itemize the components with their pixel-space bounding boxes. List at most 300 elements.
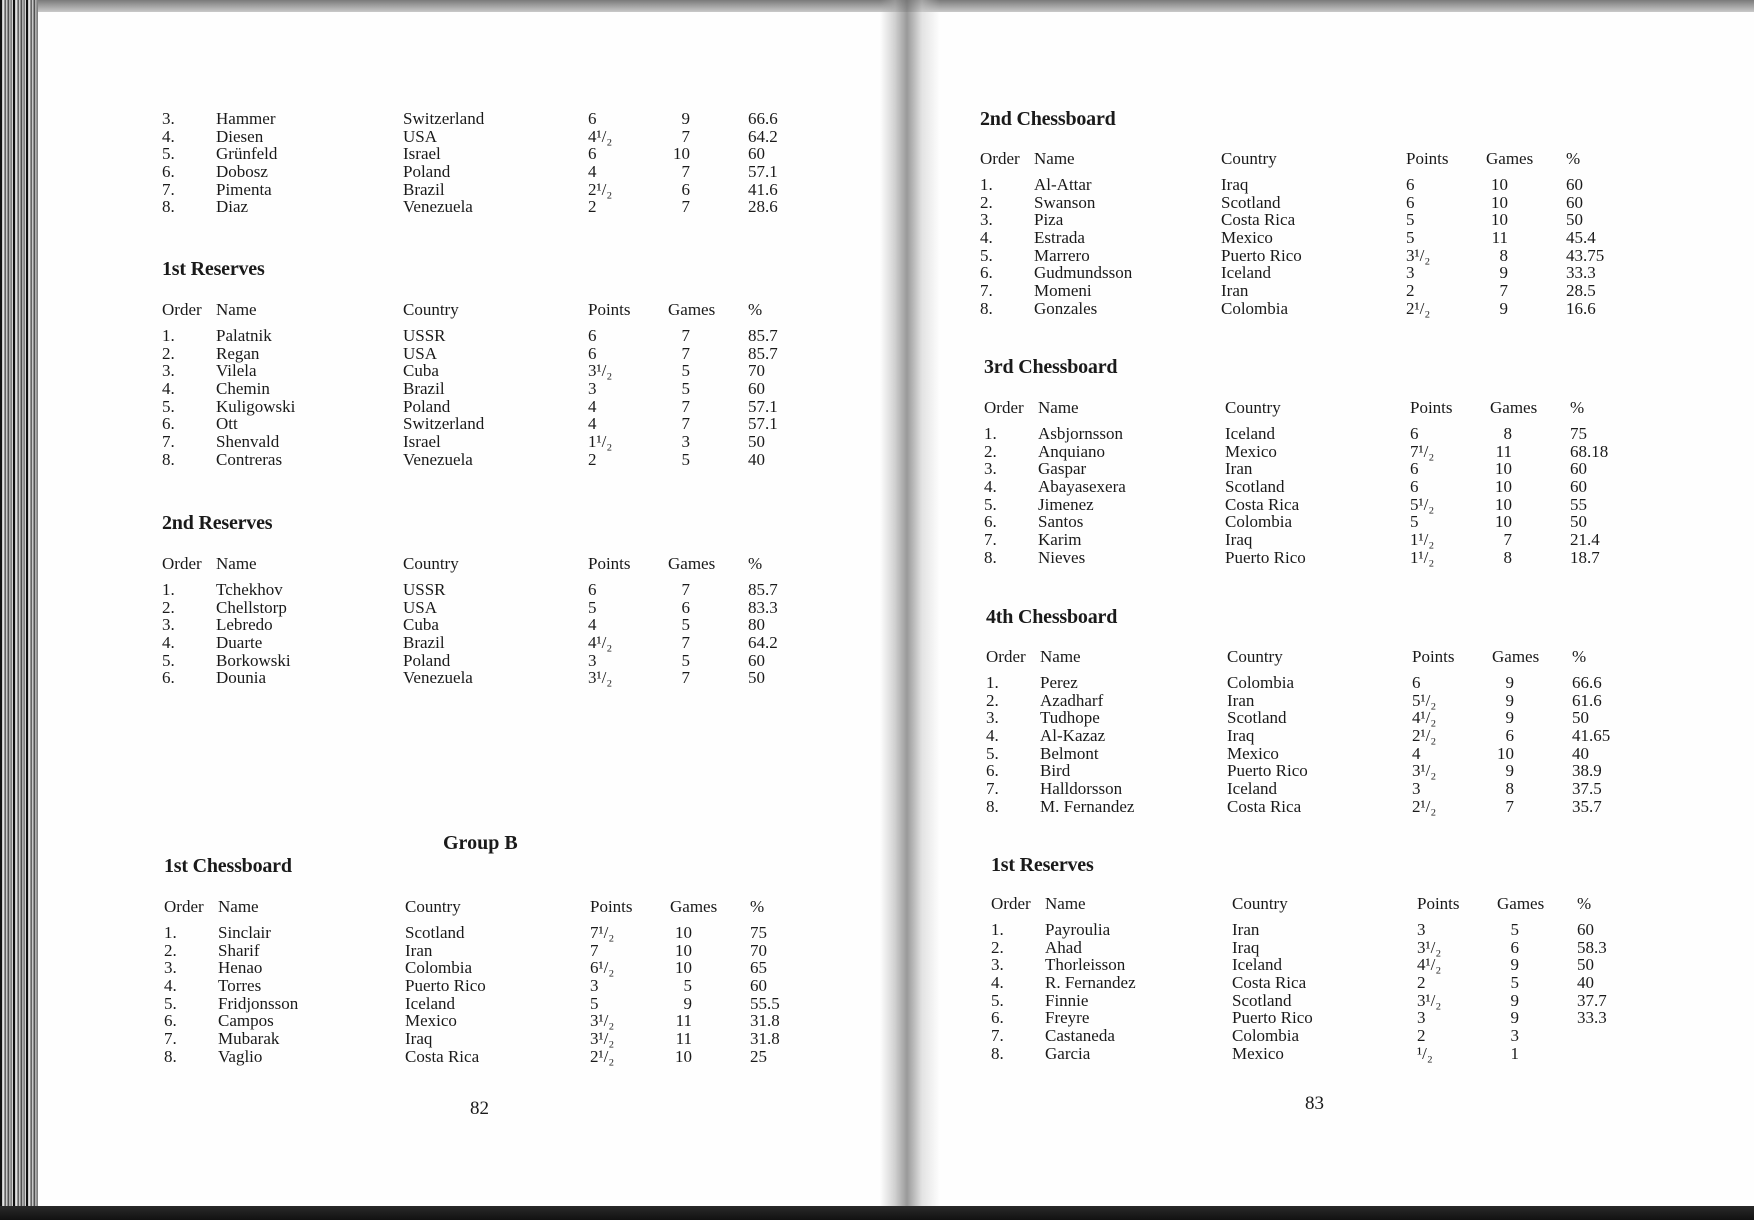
cell-name: Garcia — [1045, 1043, 1091, 1063]
cell-country: Scotland — [1232, 990, 1292, 1010]
cell-games: 10 — [1491, 192, 1508, 212]
cell-pct: 60 — [750, 976, 767, 996]
column-header-order: Order — [991, 894, 1031, 913]
cell-pct: 50 — [748, 668, 765, 688]
column-header-country: Country — [403, 300, 459, 319]
column-header-games: Games — [1492, 647, 1540, 666]
cell-games: 8 — [1499, 245, 1508, 265]
cell-name: Estrada — [1034, 228, 1085, 248]
cell-order: 2. — [980, 192, 993, 212]
cell-name: Tchekhov — [216, 580, 283, 599]
column-header-pct: % — [748, 554, 763, 573]
cell-games: 10 — [1495, 494, 1512, 514]
cell-order: 8. — [991, 1043, 1004, 1063]
cell-pct: 85.7 — [748, 326, 778, 345]
cell-pct: 40 — [1577, 973, 1594, 993]
cell-pct: 80 — [748, 615, 765, 635]
cell-order: 5. — [162, 396, 175, 416]
cell-points: 4¹/₂ — [1412, 708, 1437, 728]
cell-country: Scotland — [1221, 192, 1281, 212]
cell-pct: 50 — [1572, 708, 1589, 728]
cell-games: 11 — [1491, 228, 1508, 248]
column-header-country: Country — [405, 897, 461, 916]
cell-country: Mexico — [1221, 228, 1273, 248]
cell-name: Mubarak — [218, 1029, 280, 1049]
cell-country: Iran — [1221, 281, 1249, 301]
cell-name: Marrero — [1034, 245, 1090, 265]
cell-pct: 35.7 — [1572, 796, 1602, 816]
cell-country: Puerto Rico — [1227, 761, 1308, 781]
cell-name: Freyre — [1045, 1008, 1090, 1028]
cell-name: Finnie — [1045, 990, 1089, 1010]
cell-pct: 41.6 — [748, 179, 778, 199]
cell-name: Dobosz — [216, 162, 268, 182]
cell-name: Chellstorp — [216, 597, 287, 617]
cell-pct: 55 — [1570, 494, 1587, 514]
cell-order: 1. — [164, 923, 177, 942]
column-header-points: Points — [590, 897, 633, 916]
cell-pct: 37.7 — [1577, 990, 1607, 1010]
cell-order: 5. — [991, 990, 1004, 1010]
cell-name: Belmont — [1040, 743, 1099, 763]
cell-name: Diesen — [216, 126, 264, 146]
cell-points: 5¹/₂ — [1412, 690, 1437, 710]
cell-order: 1. — [991, 920, 1004, 939]
cell-points: 7¹/₂ — [1410, 441, 1435, 461]
cell-order: 8. — [162, 449, 175, 469]
column-header-order: Order — [162, 300, 202, 319]
cell-order: 6. — [162, 668, 175, 688]
cell-country: Iceland — [405, 993, 456, 1013]
cell-pct: 57.1 — [748, 396, 778, 416]
cell-order: 6. — [162, 162, 175, 182]
cell-country: Scotland — [405, 923, 465, 942]
cell-pct: 85.7 — [748, 580, 778, 599]
cell-country: USSR — [403, 326, 446, 345]
column-header-name: Name — [1038, 398, 1079, 417]
cell-order: 3. — [986, 708, 999, 728]
cell-points: 6 — [1410, 424, 1419, 443]
column-header-order: Order — [984, 398, 1024, 417]
cell-games: 7 — [681, 633, 690, 653]
cell-pct: 64.2 — [748, 633, 778, 653]
cell-games: 7 — [681, 162, 690, 182]
cell-pct: 70 — [748, 361, 765, 381]
column-header-points: Points — [1417, 894, 1460, 913]
cell-pct: 40 — [1572, 743, 1589, 763]
cell-pct: 60 — [1570, 477, 1587, 497]
cell-pct: 66.6 — [748, 109, 778, 128]
cell-pct: 75 — [750, 923, 767, 942]
cell-points: 3 — [590, 976, 599, 996]
column-header-order: Order — [162, 554, 202, 573]
section-title-1st-reserves-right: 1st Reserves — [991, 854, 1094, 876]
cell-points: 2¹/₂ — [1412, 796, 1437, 816]
cell-country: Colombia — [1221, 298, 1289, 318]
cell-points: 4 — [588, 615, 597, 635]
cell-country: Iceland — [1221, 263, 1272, 283]
cell-country: Cuba — [403, 615, 439, 635]
cell-country: Mexico — [405, 1011, 457, 1031]
cell-games: 6 — [681, 179, 690, 199]
cell-country: Mexico — [1227, 743, 1279, 763]
column-header-pct: % — [750, 897, 765, 916]
cell-points: 6 — [1406, 175, 1415, 194]
cell-order: 4. — [162, 126, 175, 146]
cell-country: Mexico — [1225, 441, 1277, 461]
cell-order: 4. — [162, 379, 175, 399]
cell-order: 8. — [986, 796, 999, 816]
cell-order: 7. — [162, 179, 175, 199]
cell-country: Israel — [403, 432, 441, 452]
cell-pct: 75 — [1570, 424, 1587, 443]
cell-order: 5. — [984, 494, 997, 514]
cell-country: Israel — [403, 144, 441, 164]
cell-points: 2¹/₂ — [1412, 726, 1437, 746]
cell-country: Colombia — [405, 958, 473, 978]
cell-games: 9 — [683, 993, 692, 1013]
cell-points: 6 — [588, 326, 597, 345]
column-header-name: Name — [218, 897, 259, 916]
cell-order: 1. — [162, 580, 175, 599]
cell-points: 2 — [1417, 973, 1426, 993]
cell-games: 6 — [1510, 937, 1519, 957]
cell-name: Vilela — [216, 361, 257, 381]
cell-country: Iran — [1225, 459, 1253, 479]
cell-name: Gaspar — [1038, 459, 1087, 479]
cell-name: Palatnik — [216, 326, 272, 345]
column-header-name: Name — [1034, 149, 1075, 168]
cell-games: 10 — [1495, 477, 1512, 497]
cell-games: 5 — [681, 650, 690, 670]
cell-games: 7 — [681, 197, 690, 217]
column-header-country: Country — [1227, 647, 1283, 666]
cell-points: 2 — [1417, 1026, 1426, 1046]
cell-games: 10 — [1497, 743, 1514, 763]
cell-pct: 40 — [748, 449, 765, 469]
cell-pct: 33.3 — [1577, 1008, 1607, 1028]
cell-country: Iraq — [405, 1029, 433, 1049]
cell-games: 7 — [681, 343, 690, 363]
cell-games: 8 — [1505, 779, 1514, 799]
cell-pct: 33.3 — [1566, 263, 1596, 283]
book-page-edges — [0, 0, 38, 1220]
cell-games: 7 — [1505, 796, 1514, 816]
cell-pct: 28.5 — [1566, 281, 1596, 301]
cell-pct: 45.4 — [1566, 228, 1596, 248]
column-header-pct: % — [1566, 149, 1581, 168]
cell-order: 1. — [162, 326, 175, 345]
cell-country: Puerto Rico — [1225, 547, 1306, 567]
cell-order: 5. — [986, 743, 999, 763]
cell-order: 6. — [991, 1008, 1004, 1028]
column-header-points: Points — [1412, 647, 1455, 666]
cell-name: Torres — [218, 976, 262, 996]
cell-points: 3¹/₂ — [590, 1029, 615, 1049]
column-header-name: Name — [1045, 894, 1086, 913]
cell-country: Costa Rica — [1232, 973, 1307, 993]
cell-name: Thorleisson — [1045, 955, 1126, 975]
cell-points: 5 — [1410, 512, 1419, 532]
cell-order: 8. — [164, 1046, 177, 1066]
cell-order: 2. — [984, 441, 997, 461]
cell-games: 11 — [675, 1029, 692, 1049]
cell-name: Campos — [218, 1011, 274, 1031]
cell-country: Cuba — [403, 361, 439, 381]
cell-points: 6¹/₂ — [590, 958, 615, 978]
cell-pct: 37.5 — [1572, 779, 1602, 799]
cell-name: Tudhope — [1040, 708, 1100, 728]
cell-points: 3 — [588, 379, 597, 399]
cell-points: 4 — [588, 396, 597, 416]
cell-name: Gudmundsson — [1034, 263, 1133, 283]
cell-order: 8. — [984, 547, 997, 567]
cell-name: Contreras — [216, 449, 283, 469]
cell-points: 3¹/₂ — [1412, 761, 1437, 781]
cell-games: 7 — [681, 326, 690, 345]
cell-country: Puerto Rico — [1221, 245, 1302, 265]
cell-pct: 66.6 — [1572, 673, 1602, 692]
section-title-3rd-chessboard: 3rd Chessboard — [984, 356, 1118, 378]
page-number-right: 83 — [1305, 1093, 1324, 1114]
cell-pct: 60 — [748, 144, 765, 164]
cell-points: 2¹/₂ — [1406, 298, 1431, 318]
cell-country: USA — [403, 126, 438, 146]
cell-name: Henao — [218, 958, 263, 978]
cell-games: 10 — [673, 144, 690, 164]
cell-pct: 83.3 — [748, 597, 778, 617]
cell-pct: 64.2 — [748, 126, 778, 146]
column-header-points: Points — [588, 300, 631, 319]
cell-points: 5 — [588, 597, 597, 617]
cell-games: 11 — [675, 1011, 692, 1031]
cell-name: Bird — [1040, 761, 1071, 781]
cell-name: Al-Attar — [1034, 175, 1092, 194]
cell-pct: 60 — [1577, 920, 1594, 939]
cell-games: 6 — [1505, 726, 1514, 746]
cell-name: Swanson — [1034, 192, 1096, 212]
cell-name: Sinclair — [218, 923, 271, 942]
cell-country: Costa Rica — [1221, 210, 1296, 230]
cell-points: 3 — [1417, 920, 1426, 939]
cell-country: Iran — [1232, 920, 1260, 939]
cell-points: 5¹/₂ — [1410, 494, 1435, 514]
cell-order: 6. — [164, 1011, 177, 1031]
cell-games: 10 — [675, 958, 692, 978]
cell-games: 7 — [1499, 281, 1508, 301]
cell-name: Payroulia — [1045, 920, 1111, 939]
cell-points: 2 — [588, 197, 597, 217]
cell-pct: 50 — [748, 432, 765, 452]
cell-country: Iceland — [1225, 424, 1276, 443]
cell-country: Poland — [403, 162, 451, 182]
cell-order: 3. — [164, 958, 177, 978]
cell-order: 1. — [984, 424, 997, 443]
cell-points: 4¹/₂ — [588, 126, 613, 146]
cell-points: 6 — [588, 580, 597, 599]
cell-country: Switzerland — [403, 109, 485, 128]
cell-games: 9 — [1505, 708, 1514, 728]
cell-country: Costa Rica — [1227, 796, 1302, 816]
cell-points: 6 — [1410, 477, 1419, 497]
cell-order: 4. — [162, 633, 175, 653]
cell-pct: 28.6 — [748, 197, 778, 217]
cell-points: 3 — [1412, 779, 1421, 799]
cell-points: 3¹/₂ — [1417, 937, 1442, 957]
cell-games: 7 — [681, 396, 690, 416]
cell-games: 9 — [1499, 298, 1508, 318]
cell-name: Shenvald — [216, 432, 280, 452]
column-header-games: Games — [1497, 894, 1545, 913]
cell-name: Jimenez — [1038, 494, 1094, 514]
cell-pct: 38.9 — [1572, 761, 1602, 781]
cell-pct: 21.4 — [1570, 530, 1600, 550]
column-header-pct: % — [1570, 398, 1585, 417]
cell-name: R. Fernandez — [1045, 973, 1136, 993]
cell-games: 9 — [1505, 761, 1514, 781]
cell-name: Regan — [216, 343, 260, 363]
cell-name: Vaglio — [218, 1046, 263, 1066]
cell-order: 4. — [986, 726, 999, 746]
cell-order: 5. — [162, 144, 175, 164]
column-header-name: Name — [1040, 647, 1081, 666]
cell-name: Pimenta — [216, 179, 272, 199]
cell-games: 5 — [1510, 920, 1519, 939]
cell-order: 7. — [980, 281, 993, 301]
scan-top-edge — [0, 0, 1754, 12]
cell-points: 6 — [1412, 673, 1421, 692]
column-header-games: Games — [670, 897, 718, 916]
cell-country: Scotland — [1227, 708, 1287, 728]
cell-games: 7 — [681, 580, 690, 599]
cell-pct: 60 — [1570, 459, 1587, 479]
cell-order: 5. — [164, 993, 177, 1013]
cell-order: 6. — [162, 414, 175, 434]
cell-order: 2. — [164, 940, 177, 960]
cell-country: Iceland — [1227, 779, 1278, 799]
cell-name: Asbjornsson — [1038, 424, 1124, 443]
cell-points: 4¹/₂ — [1417, 955, 1442, 975]
cell-order: 4. — [980, 228, 993, 248]
cell-pct: 50 — [1570, 512, 1587, 532]
column-header-games: Games — [1490, 398, 1538, 417]
cell-games: 7 — [681, 126, 690, 146]
cell-pct: 16.6 — [1566, 298, 1596, 318]
cell-games: 9 — [1510, 990, 1519, 1010]
cell-country: Poland — [403, 396, 451, 416]
cell-name: Duarte — [216, 633, 263, 653]
cell-points: 3¹/₂ — [590, 1011, 615, 1031]
cell-games: 11 — [1495, 441, 1512, 461]
cell-order: 3. — [162, 615, 175, 635]
cell-pct: 41.65 — [1572, 726, 1611, 746]
cell-order: 1. — [986, 673, 999, 692]
cell-points: 2 — [1406, 281, 1415, 301]
cell-name: Dounia — [216, 668, 267, 688]
cell-points: 3 — [1417, 1008, 1426, 1028]
cell-country: Colombia — [1227, 673, 1295, 692]
cell-country: Poland — [403, 650, 451, 670]
cell-points: 6 — [1406, 192, 1415, 212]
column-header-points: Points — [588, 554, 631, 573]
column-header-country: Country — [403, 554, 459, 573]
cell-order: 7. — [162, 432, 175, 452]
column-header-country: Country — [1232, 894, 1288, 913]
cell-points: 3¹/₂ — [1417, 990, 1442, 1010]
cell-country: Brazil — [403, 633, 445, 653]
cell-games: 5 — [681, 361, 690, 381]
column-header-pct: % — [1577, 894, 1592, 913]
cell-games: 1 — [1510, 1043, 1519, 1063]
cell-country: Iraq — [1232, 937, 1260, 957]
cell-games: 7 — [681, 668, 690, 688]
column-header-country: Country — [1225, 398, 1281, 417]
cell-country: Mexico — [1232, 1043, 1284, 1063]
cell-games: 10 — [1495, 512, 1512, 532]
cell-pct: 43.75 — [1566, 245, 1605, 265]
cell-name: Castaneda — [1045, 1026, 1115, 1046]
cell-points: 2¹/₂ — [590, 1046, 615, 1066]
cell-points: 3¹/₂ — [588, 668, 613, 688]
column-header-order: Order — [980, 149, 1020, 168]
cell-name: Lebredo — [216, 615, 273, 635]
cell-pct: 18.7 — [1570, 547, 1600, 567]
cell-points: 7 — [590, 940, 599, 960]
cell-order: 7. — [991, 1026, 1004, 1046]
cell-order: 8. — [980, 298, 993, 318]
cell-order: 3. — [162, 109, 175, 128]
cell-name: Piza — [1034, 210, 1064, 230]
cell-pct: 57.1 — [748, 162, 778, 182]
cell-games: 5 — [683, 976, 692, 996]
cell-pct: 25 — [750, 1046, 767, 1066]
cell-points: 5 — [1406, 228, 1415, 248]
cell-order: 3. — [980, 210, 993, 230]
cell-name: Karim — [1038, 530, 1082, 550]
cell-pct: 31.8 — [750, 1029, 780, 1049]
cell-country: Iraq — [1227, 726, 1255, 746]
cell-pct: 65 — [750, 958, 767, 978]
cell-games: 3 — [1510, 1026, 1519, 1046]
cell-name: Halldorsson — [1040, 779, 1123, 799]
cell-games: 9 — [1505, 673, 1514, 692]
cell-pct: 55.5 — [750, 993, 780, 1013]
cell-country: Costa Rica — [405, 1046, 480, 1066]
cell-name: Santos — [1038, 512, 1084, 532]
cell-points: 4 — [588, 414, 597, 434]
cell-points: 6 — [588, 109, 597, 128]
cell-country: Puerto Rico — [405, 976, 486, 996]
cell-order: 3. — [984, 459, 997, 479]
cell-country: USSR — [403, 580, 446, 599]
cell-country: Switzerland — [403, 414, 485, 434]
cell-country: Brazil — [403, 179, 445, 199]
cell-order: 8. — [162, 197, 175, 217]
cell-name: Azadharf — [1040, 690, 1104, 710]
cell-games: 9 — [1510, 955, 1519, 975]
cell-order: 7. — [164, 1029, 177, 1049]
cell-points: 2 — [588, 449, 597, 469]
cell-name: Hammer — [216, 109, 276, 128]
cell-pct: 60 — [748, 650, 765, 670]
cell-games: 9 — [1499, 263, 1508, 283]
section-title-4th-chessboard: 4th Chessboard — [986, 606, 1118, 628]
cell-country: Colombia — [1225, 512, 1293, 532]
cell-order: 2. — [991, 937, 1004, 957]
cell-points: 7¹/₂ — [590, 923, 615, 942]
cell-points: 5 — [590, 993, 599, 1013]
section-title-2nd-chessboard: 2nd Chessboard — [980, 108, 1116, 130]
